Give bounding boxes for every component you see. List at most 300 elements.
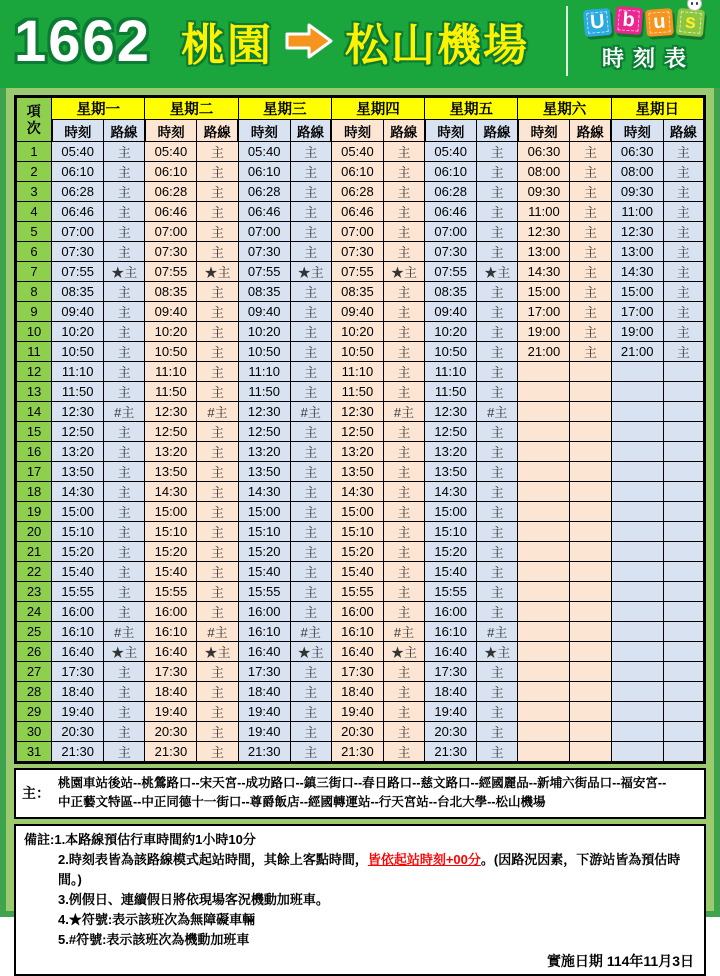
time-cell: 06:46 — [145, 202, 197, 222]
timetable-body — [16, 142, 705, 763]
route-cell: 主 — [104, 362, 145, 382]
row-index-cell: 31 — [16, 742, 52, 763]
time-cell: 06:30 — [611, 142, 663, 162]
time-cell: 16:10 — [331, 622, 383, 642]
route-cell: 主 — [477, 582, 518, 602]
route-cell — [570, 582, 611, 602]
route-cell — [663, 722, 704, 742]
route-cell: 主 — [290, 362, 331, 382]
row-index-cell: 6 — [16, 242, 52, 262]
time-cell: 06:10 — [238, 162, 290, 182]
row-index-cell: 25 — [16, 622, 52, 642]
time-cell — [518, 502, 570, 522]
route-cell: 主 — [197, 602, 238, 622]
time-cell: 15:55 — [425, 582, 477, 602]
route-cell: 主 — [383, 442, 424, 462]
route-cell: 主 — [663, 322, 704, 342]
route-cell: 主 — [290, 282, 331, 302]
timetable-row — [16, 222, 705, 242]
time-cell: 15:40 — [425, 562, 477, 582]
route-cell — [663, 562, 704, 582]
time-cell: 11:00 — [611, 202, 663, 222]
effective-date: 實施日期 114年11月3日 — [546, 952, 694, 969]
route-cell: 主 — [477, 162, 518, 182]
row-index-cell: 12 — [16, 362, 52, 382]
time-cell: 15:10 — [425, 522, 477, 542]
timetable-row — [16, 422, 705, 442]
time-cell: 13:20 — [145, 442, 197, 462]
route-cell: 主 — [477, 462, 518, 482]
timetable-row — [16, 622, 705, 642]
day-header-tuesday: 星期二 — [145, 97, 238, 120]
route-cell: 主 — [290, 502, 331, 522]
time-cell: 08:35 — [331, 282, 383, 302]
time-cell: 16:10 — [52, 622, 104, 642]
time-cell — [611, 502, 663, 522]
route-cell: 主 — [570, 222, 611, 242]
time-cell: 14:30 — [518, 262, 570, 282]
note-2-highlight: 皆依起站時刻+00分 — [367, 851, 481, 867]
main-route-box — [14, 768, 706, 819]
route-cell: 主 — [663, 222, 704, 242]
row-index-cell: 27 — [16, 662, 52, 682]
time-cell — [611, 542, 663, 562]
note-line-2 — [24, 850, 694, 890]
row-index-cell: 4 — [16, 202, 52, 222]
time-cell: 16:10 — [425, 622, 477, 642]
index-header-char: 次 — [26, 119, 41, 136]
route-cell: ★主 — [290, 262, 331, 282]
time-cell: 15:00 — [425, 502, 477, 522]
route-cell: 主 — [570, 162, 611, 182]
time-cell: 15:20 — [52, 542, 104, 562]
row-index-cell: 7 — [16, 262, 52, 282]
route-cell: 主 — [197, 322, 238, 342]
time-cell — [611, 662, 663, 682]
route-cell: 主 — [570, 282, 611, 302]
time-cell: 05:40 — [238, 142, 290, 162]
time-cell: 19:40 — [238, 702, 290, 722]
route-cell — [570, 662, 611, 682]
origin-city: 桃園 — [181, 21, 274, 70]
time-cell: 06:46 — [52, 202, 104, 222]
time-subheader: 時刻 — [331, 120, 383, 142]
notes-title: 備註: — [24, 831, 55, 847]
route-cell: 主 — [383, 482, 424, 502]
time-subheader: 時刻 — [425, 120, 477, 142]
route-cell: 主 — [383, 502, 424, 522]
time-cell: 15:20 — [238, 542, 290, 562]
row-index-cell: 3 — [16, 182, 52, 202]
time-cell: 13:20 — [238, 442, 290, 462]
row-index-cell: 1 — [16, 142, 52, 162]
time-cell: 15:10 — [331, 522, 383, 542]
route-cell: 主 — [570, 302, 611, 322]
time-cell — [518, 622, 570, 642]
route-cell: 主 — [197, 422, 238, 442]
time-cell: 17:30 — [331, 662, 383, 682]
route-subheader: 路線 — [383, 120, 424, 142]
route-cell — [663, 642, 704, 662]
time-cell: 16:10 — [145, 622, 197, 642]
time-cell: 07:00 — [238, 222, 290, 242]
route-cell: 主 — [663, 262, 704, 282]
time-cell: 10:20 — [331, 322, 383, 342]
time-cell: 05:40 — [52, 142, 104, 162]
time-cell: 15:40 — [238, 562, 290, 582]
logo-subtitle: 時刻表 — [601, 46, 695, 71]
time-cell: 06:28 — [52, 182, 104, 202]
route-cell: 主 — [104, 282, 145, 302]
time-cell: 06:46 — [331, 202, 383, 222]
route-cell: 主 — [383, 422, 424, 442]
time-cell: 15:20 — [145, 542, 197, 562]
time-cell: 15:40 — [52, 562, 104, 582]
time-cell: 08:35 — [52, 282, 104, 302]
route-cell: 主 — [477, 682, 518, 702]
time-cell: 11:10 — [425, 362, 477, 382]
right-arrow-icon — [285, 21, 333, 61]
route-cell: #主 — [290, 402, 331, 422]
time-cell: 13:50 — [425, 462, 477, 482]
route-cell: 主 — [477, 362, 518, 382]
route-cell: 主 — [197, 302, 238, 322]
time-cell: 16:00 — [238, 602, 290, 622]
route-cell — [663, 622, 704, 642]
route-cell: 主 — [477, 182, 518, 202]
time-cell: 15:00 — [52, 502, 104, 522]
route-cell: 主 — [104, 742, 145, 763]
route-cell: 主 — [104, 142, 145, 162]
time-cell: 13:50 — [238, 462, 290, 482]
timetable-row — [16, 482, 705, 502]
route-cell: #主 — [477, 402, 518, 422]
route-cell: ★主 — [383, 642, 424, 662]
route-cell: 主 — [383, 342, 424, 362]
route-cell: 主 — [290, 602, 331, 622]
time-cell — [518, 562, 570, 582]
time-cell: 08:35 — [238, 282, 290, 302]
row-index-cell: 18 — [16, 482, 52, 502]
time-cell: 13:00 — [611, 242, 663, 262]
time-cell: 15:55 — [331, 582, 383, 602]
time-cell: 07:55 — [238, 262, 290, 282]
route-cell: 主 — [383, 682, 424, 702]
route-cell — [663, 442, 704, 462]
time-cell: 10:50 — [145, 342, 197, 362]
route-cell: ★主 — [477, 262, 518, 282]
route-cell: 主 — [663, 162, 704, 182]
route-subheader: 路線 — [570, 120, 611, 142]
main-route-label: 主： — [22, 785, 50, 802]
time-cell — [611, 622, 663, 642]
day-header-wednesday: 星期三 — [238, 97, 331, 120]
route-cell: 主 — [197, 502, 238, 522]
time-cell — [611, 362, 663, 382]
route-cell: 主 — [383, 662, 424, 682]
time-cell: 18:40 — [425, 682, 477, 702]
route-cell — [663, 522, 704, 542]
time-cell: 16:00 — [425, 602, 477, 622]
route-cell: 主 — [663, 282, 704, 302]
route-cell: 主 — [383, 162, 424, 182]
time-cell: 11:50 — [425, 382, 477, 402]
note-1-text: 1.本路線預估行車時間約1小時10分 — [54, 831, 256, 847]
route-subheader: 路線 — [104, 120, 145, 142]
time-cell: 05:40 — [425, 142, 477, 162]
time-cell: 11:10 — [238, 362, 290, 382]
time-cell: 11:10 — [52, 362, 104, 382]
route-cell — [663, 582, 704, 602]
route-cell — [663, 422, 704, 442]
day-header-friday: 星期五 — [425, 97, 518, 120]
time-cell: 15:00 — [238, 502, 290, 522]
route-cell: 主 — [383, 722, 424, 742]
row-index-cell: 26 — [16, 642, 52, 662]
time-cell: 07:00 — [52, 222, 104, 242]
route-cell: 主 — [477, 662, 518, 682]
route-cell: #主 — [477, 622, 518, 642]
time-cell: 13:20 — [425, 442, 477, 462]
route-cell: 主 — [104, 482, 145, 502]
route-cell — [570, 422, 611, 442]
time-cell — [611, 462, 663, 482]
timetable-row — [16, 522, 705, 542]
route-cell: 主 — [477, 502, 518, 522]
time-cell: 21:00 — [611, 342, 663, 362]
time-cell: 12:30 — [611, 222, 663, 242]
time-cell: 14:30 — [145, 482, 197, 502]
route-cell — [663, 362, 704, 382]
time-cell: 07:30 — [238, 242, 290, 262]
route-cell: 主 — [570, 262, 611, 282]
time-cell: 10:50 — [52, 342, 104, 362]
time-cell: 18:40 — [238, 682, 290, 702]
route-cell: 主 — [477, 522, 518, 542]
time-cell: 06:10 — [145, 162, 197, 182]
time-cell — [611, 702, 663, 722]
route-cell — [570, 602, 611, 622]
time-cell: 10:50 — [425, 342, 477, 362]
route-cell: 主 — [477, 422, 518, 442]
time-cell: 15:10 — [52, 522, 104, 542]
timetable-row — [16, 182, 705, 202]
time-cell: 21:30 — [52, 742, 104, 763]
time-cell: 12:30 — [518, 222, 570, 242]
time-cell: 17:30 — [238, 662, 290, 682]
route-cell: 主 — [197, 182, 238, 202]
time-cell: 10:20 — [52, 322, 104, 342]
time-cell: 08:00 — [611, 162, 663, 182]
time-cell: 21:30 — [331, 742, 383, 763]
time-cell — [518, 702, 570, 722]
row-index-cell: 28 — [16, 682, 52, 702]
time-cell — [518, 422, 570, 442]
time-cell: 20:30 — [331, 722, 383, 742]
route-cell: 主 — [477, 142, 518, 162]
route-cell — [570, 442, 611, 462]
route-cell — [570, 702, 611, 722]
route-cell: 主 — [197, 562, 238, 582]
route-cell: 主 — [104, 302, 145, 322]
time-cell: 08:00 — [518, 162, 570, 182]
time-cell — [611, 582, 663, 602]
time-cell — [518, 582, 570, 602]
route-cell: 主 — [104, 442, 145, 462]
route-cell: 主 — [477, 282, 518, 302]
route-cell: 主 — [104, 502, 145, 522]
route-cell: 主 — [477, 542, 518, 562]
time-cell: 15:20 — [331, 542, 383, 562]
time-cell: 11:50 — [145, 382, 197, 402]
time-cell: 11:50 — [238, 382, 290, 402]
route-cell: 主 — [104, 602, 145, 622]
time-cell — [518, 442, 570, 462]
timetable-row — [16, 582, 705, 602]
time-cell: 09:40 — [425, 302, 477, 322]
timetable-row — [16, 602, 705, 622]
route-cell: 主 — [383, 562, 424, 582]
route-cell: 主 — [477, 742, 518, 763]
route-cell — [663, 482, 704, 502]
route-cell: 主 — [290, 182, 331, 202]
time-cell: 06:46 — [425, 202, 477, 222]
timetable-row — [16, 722, 705, 742]
main-route-line1: 桃園車站後站--桃鶯路口--宋天宮--成功路口--鎮三街口--春日路口--慈文路口--經國麗品--新埔六街品口--福安宮-- — [58, 776, 667, 790]
row-index-cell: 2 — [16, 162, 52, 182]
time-cell: 15:00 — [518, 282, 570, 302]
time-cell: 17:30 — [425, 662, 477, 682]
time-cell: 07:55 — [145, 262, 197, 282]
route-cell: 主 — [290, 662, 331, 682]
route-cell: 主 — [104, 662, 145, 682]
time-cell: 19:40 — [425, 702, 477, 722]
time-cell: 12:30 — [238, 402, 290, 422]
route-cell: 主 — [104, 382, 145, 402]
time-cell: 09:40 — [331, 302, 383, 322]
route-cell: 主 — [290, 462, 331, 482]
logo-letter-block: u — [645, 8, 674, 37]
time-cell: 13:00 — [518, 242, 570, 262]
day-header-saturday: 星期六 — [518, 97, 611, 120]
time-cell: 14:30 — [331, 482, 383, 502]
route-cell: 主 — [290, 422, 331, 442]
route-cell: 主 — [477, 342, 518, 362]
route-cell: 主 — [383, 142, 424, 162]
time-cell: 19:00 — [518, 322, 570, 342]
route-cell: #主 — [197, 402, 238, 422]
time-cell: 12:50 — [145, 422, 197, 442]
time-cell: 21:30 — [238, 742, 290, 763]
route-cell: 主 — [383, 382, 424, 402]
route-cell: 主 — [383, 222, 424, 242]
route-cell: 主 — [477, 202, 518, 222]
route-cell: 主 — [197, 362, 238, 382]
row-index-cell: 17 — [16, 462, 52, 482]
time-cell: 12:30 — [425, 402, 477, 422]
route-cell: 主 — [477, 602, 518, 622]
timetable-row — [16, 362, 705, 382]
time-cell — [611, 402, 663, 422]
route-cell: 主 — [104, 202, 145, 222]
time-cell: 11:50 — [331, 382, 383, 402]
route-cell — [570, 742, 611, 763]
route-cell — [570, 542, 611, 562]
timetable-row — [16, 402, 705, 422]
route-cell — [663, 502, 704, 522]
time-cell: 06:10 — [331, 162, 383, 182]
route-cell: 主 — [104, 702, 145, 722]
time-cell: 09:40 — [238, 302, 290, 322]
timetable-row — [16, 342, 705, 362]
time-cell: 05:40 — [331, 142, 383, 162]
route-cell — [570, 562, 611, 582]
time-subheader: 時刻 — [238, 120, 290, 142]
time-cell: 15:00 — [611, 282, 663, 302]
route-cell: 主 — [477, 562, 518, 582]
route-cell: 主 — [104, 542, 145, 562]
route-cell: 主 — [290, 702, 331, 722]
route-cell: 主 — [477, 482, 518, 502]
time-cell: 16:40 — [425, 642, 477, 662]
route-cell: 主 — [290, 162, 331, 182]
route-cell: ★主 — [290, 642, 331, 662]
time-cell: 12:30 — [52, 402, 104, 422]
row-index-cell: 23 — [16, 582, 52, 602]
time-cell: 18:40 — [145, 682, 197, 702]
route-cell: 主 — [197, 722, 238, 742]
time-cell: 10:20 — [425, 322, 477, 342]
day-header-thursday: 星期四 — [331, 97, 424, 120]
time-cell — [611, 422, 663, 442]
time-cell — [518, 402, 570, 422]
route-cell: ★主 — [197, 642, 238, 662]
route-cell: 主 — [477, 702, 518, 722]
route-cell: 主 — [290, 522, 331, 542]
route-cell: 主 — [197, 742, 238, 763]
route-cell: ★主 — [383, 262, 424, 282]
time-cell: 09:40 — [52, 302, 104, 322]
route-cell: 主 — [477, 222, 518, 242]
time-cell: 07:00 — [331, 222, 383, 242]
route-subheader: 路線 — [290, 120, 331, 142]
route-cell: 主 — [383, 542, 424, 562]
time-cell — [518, 462, 570, 482]
time-cell — [518, 602, 570, 622]
time-cell — [518, 482, 570, 502]
route-cell — [570, 642, 611, 662]
logo-letter-block: s — [676, 8, 705, 37]
route-cell: 主 — [290, 322, 331, 342]
row-index-cell: 13 — [16, 382, 52, 402]
time-cell: 10:20 — [145, 322, 197, 342]
timetable-row — [16, 162, 705, 182]
time-cell — [518, 382, 570, 402]
route-cell: 主 — [290, 202, 331, 222]
route-cell: 主 — [663, 242, 704, 262]
timetable-row — [16, 322, 705, 342]
route-cell: 主 — [290, 222, 331, 242]
route-cell — [663, 402, 704, 422]
row-index-cell: 11 — [16, 342, 52, 362]
route-cell: 主 — [570, 182, 611, 202]
row-index-cell: 10 — [16, 322, 52, 342]
route-cell: 主 — [570, 242, 611, 262]
banner-divider — [566, 6, 568, 76]
time-cell: 15:55 — [52, 582, 104, 602]
route-cell — [663, 682, 704, 702]
route-cell: 主 — [290, 442, 331, 462]
